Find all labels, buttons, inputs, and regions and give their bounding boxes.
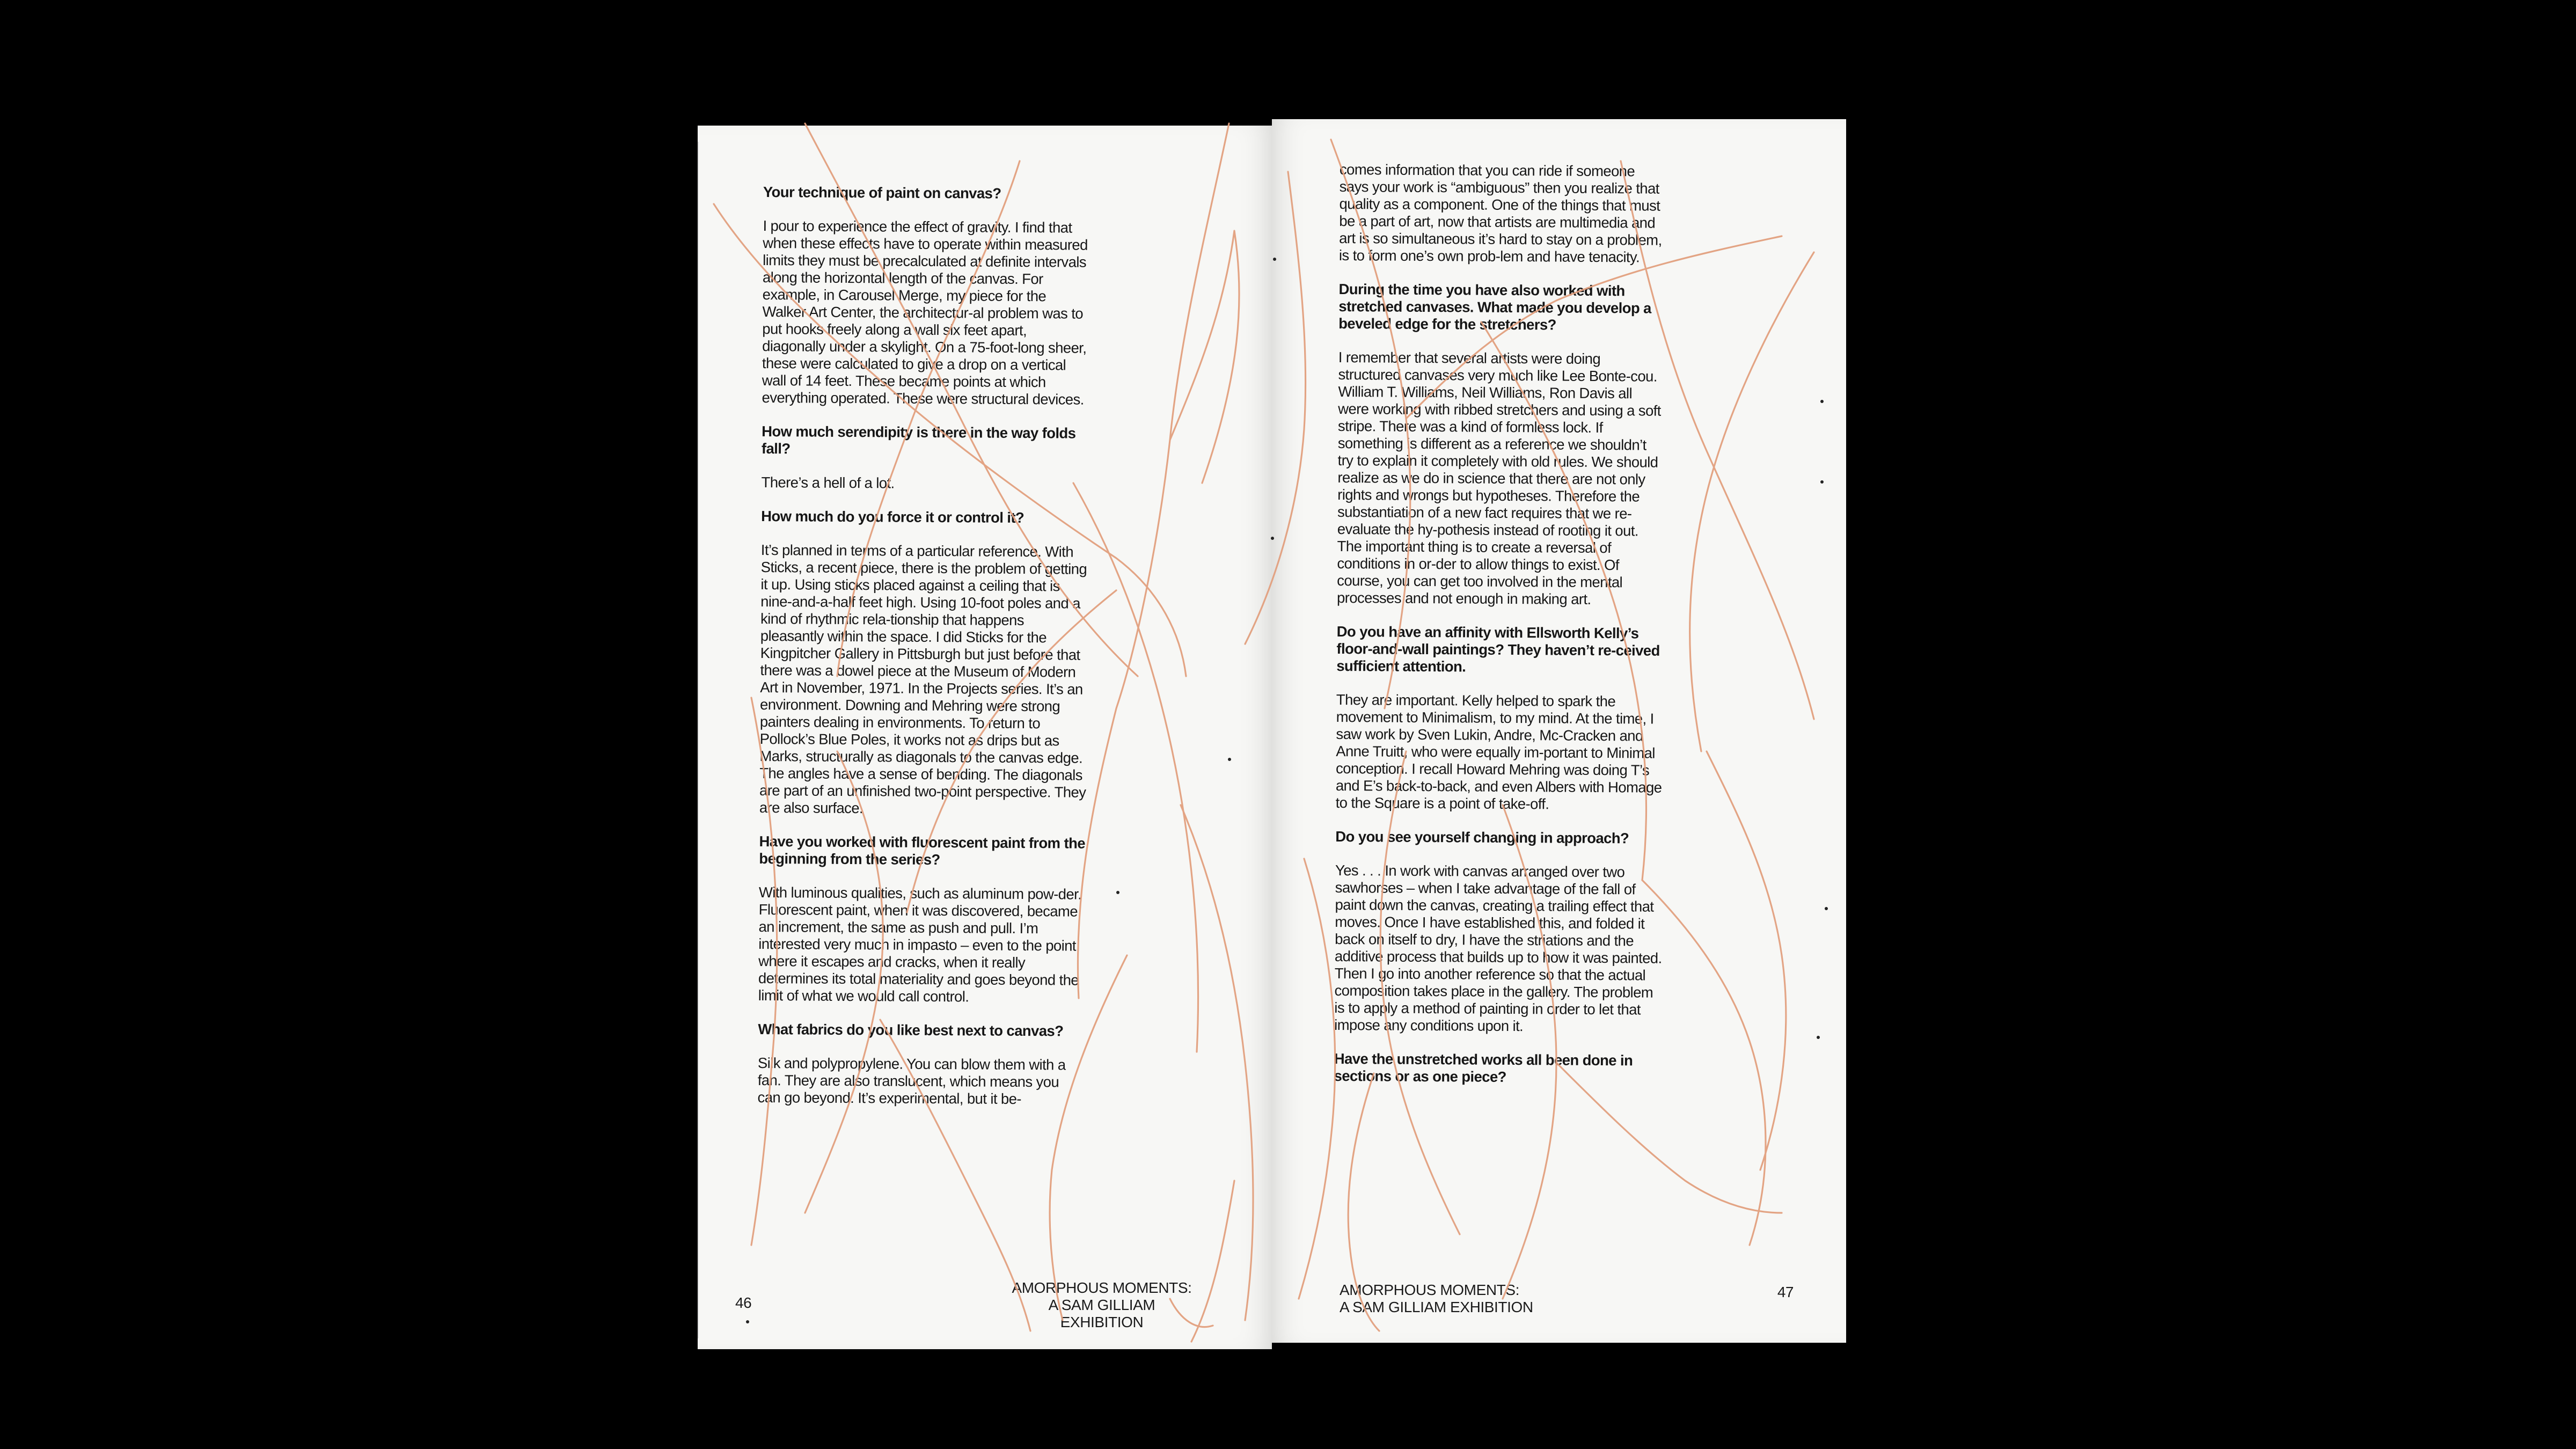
print-speck: [1820, 400, 1824, 403]
interview-answer: comes information that you can ride if someone says your work is “ambiguous” then you realize that quality as a component. One of the things that must be a part of art, now that artists are multimedia and art is so simultaneous it’s hard to stay on a problem, is to form one’s own prob-lem and have tenacity.: [1338, 161, 1662, 266]
interview-answer: With luminous qualities, such as aluminum pow-der. Fluorescent paint, when it was discovered, became an increment, the same as push and pull. I’m interested very much in impasto – even to the point where it escapes and cracks, when it really determines its total materiality and goes beyond the limit of what we would call control.: [758, 883, 1082, 1005]
print-speck: [1825, 907, 1828, 910]
print-speck: [1817, 1036, 1820, 1039]
left-page: [698, 126, 1272, 1349]
print-speck: [746, 1320, 749, 1323]
interview-answer: Yes . . . In work with canvas arranged over two sawhorses – when I take advantage of the fall of paint down the canvas, creating a trailing effect that moves. Once I have established this, and folded it back on itself to dry, I have the striations and the additive process that builds up to how it was painted. Then I go into another reference so that the actual composition takes place in the gallery. The problem is to apply a method of painting in order to let that impose any conditions upon it.: [1334, 861, 1662, 1035]
interview-question: Have the unstretched works all been done in sections or as one piece?: [1334, 1050, 1633, 1085]
print-speck: [1271, 537, 1274, 540]
interview-question: How much serendipity is there in the way folds fall?: [761, 422, 1076, 457]
print-speck: [1116, 891, 1119, 894]
interview-answer: I pour to experience the effect of gravity. I find that when these effects have to operate within measured limits they must be precalculated at definite intervals along the horizontal length of the canvas. For example, in Carousel Merge, my piece for the Walker Art Center, the architectur-al problem was to put hooks freely along a wall six feet apart, diagonally under a skylight. On a 75-foot-long sheer, these were calculated to give a drop on a vertical wall of 14 feet. These became points at which everything operated. These were structural devices.: [762, 217, 1088, 408]
interview-question: Do you have an affinity with Ellsworth Kelly’s floor-and-wall paintings? They haven’t re-ceived sufficient attention.: [1336, 623, 1660, 675]
footer-title-right: AMORPHOUS MOMENTS: A SAM GILLIAM EXHIBITION: [1340, 1282, 1533, 1315]
interview-question: Your technique of paint on canvas?: [763, 184, 1001, 202]
page-edge: [698, 142, 699, 1338]
booklet-spread: [698, 119, 1846, 1343]
interview-question: Do you see yourself changing in approach?: [1335, 828, 1629, 847]
right-page: [1272, 119, 1846, 1343]
footer-title-left: AMORPHOUS MOMENTS: A SAM GILLIAM EXHIBITION: [1012, 1279, 1192, 1330]
print-speck: [1820, 480, 1824, 484]
interview-answer: I remember that several artists were doing structured canvases very much like Lee Bonte-cou. William T. Williams, Neil Williams, Ron Davis all were working with ribbed stretchers and using a soft stripe. There was a kind of formless lock. If something is different as a reference we shouldn’t try to explain it completely with old rules. We should realize as we do in science that there are not only rights and wrongs but hypotheses. Therefore the substantiation of a new fact requires that we re-evaluate the hy-pothesis instead of rooting it out. The important thing is to create a reversal of conditions in or-der to allow things to exist. Of course, you can get too involved in the mental processes and not enough in making art.: [1336, 348, 1661, 608]
interview-question: How much do you force it or control it?: [761, 507, 1024, 526]
interview-answer: It’s planned in terms of a particular reference. With Sticks, a recent piece, there is the problem of getting it up. Using sticks placed against a ceiling that is nine-and-a-half feet high. Using 10-foot poles and a kind of rhythmic rela-tionship that happens pleasantly within the space. I did Sticks for the Kingpitcher Gallery in Pittsburgh but just before that there was a dowel piece at the Museum of Modern Art in November, 1971. In the Projects series. It’s an environment. Downing and Mehring were strong painters dealing in environments. To return to Pollock’s Blue Poles, it works not as drips but as Marks, structurally as diagonals to the canvas edge. The angles have a sense of bending. The diagonals are part of an unfinished two-point perspective. They are also surface.: [759, 541, 1087, 817]
interview-question: What fabrics do you like best next to canvas?: [758, 1020, 1064, 1040]
interview-answer: There’s a hell of a lot.: [761, 473, 895, 492]
interview-answer: They are important. Kelly helped to spark the movement to Minimalism, to my mind. At the time, I saw work by Sven Lukin, Andre, Mc-Cracken and Anne Truitt, who were equally im-portant to Minimal conception. I recall Howard Mehring was doing T’s and E’s back-to-back, and even Albers with Homage to the Square is a point of take-off.: [1335, 691, 1662, 813]
print-speck: [1273, 258, 1276, 261]
left-text-column: [757, 184, 1091, 1125]
interview-answer: Silk and polypropylene. You can blow them with a fan. They are also translucent, which means you can go beyond. It’s experimental, but it be-: [757, 1054, 1066, 1107]
page-number-left: 46: [735, 1294, 752, 1311]
interview-question: Have you worked with fluorescent paint from the beginning from the series?: [759, 832, 1086, 868]
page-number-right: 47: [1777, 1284, 1794, 1300]
interview-question: During the time you have also worked with stretched canvases. What made you develop a beveled edge for the stretchers?: [1338, 280, 1651, 333]
print-speck: [1228, 758, 1231, 761]
right-text-column: [1334, 161, 1667, 1103]
